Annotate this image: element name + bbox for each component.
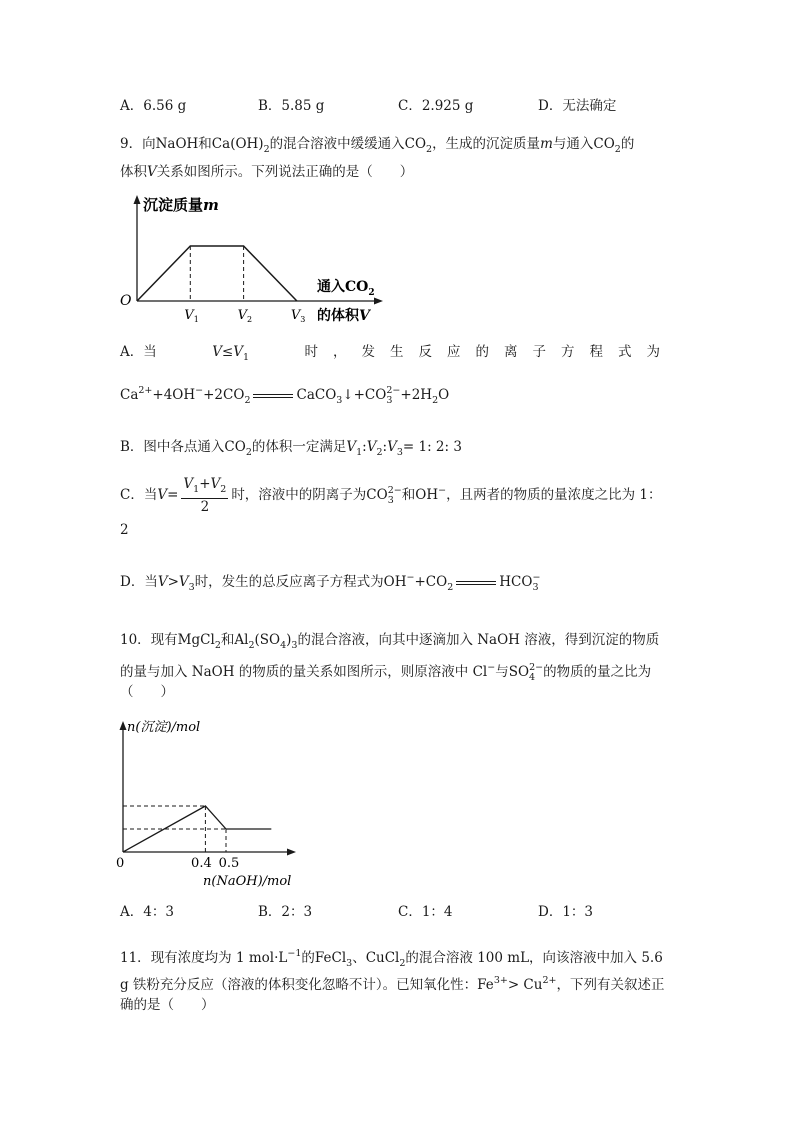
q8-option-c: C．2.925 g [398,98,474,114]
q9-x-axis-label-2: 的体积V [317,308,370,324]
q9-stem-line1: 9．向NaOH和$Ca(OH)_2$的混合溶液中缓缓通入$CO_2$，生成的沉淀质量m与通入$CO_2$的 [120,136,635,155]
q11-number: 11． [120,950,151,966]
q11-stem-line2: g 铁粉充分反应（溶液的体积变化忽略不计）。已知氧化性：$Fe^{3+}> Cu^{2+}$，下列有关叙述正 [120,975,665,993]
q9-tick-v3: $V_3$ [290,308,306,324]
q10-x-axis-label: n(NaOH)/mol [203,874,292,889]
q9-number: 9． [120,136,143,152]
q11-stem-line1: 11．现有浓度均为 1 $mol\cdot L^{-1}$的FeCl$_3$、CuCl$_2$的混合溶液 100 mL，向该溶液中加入 5.6 [120,948,663,969]
q10-option-c: C．1：4 [398,904,453,920]
q10-option-b: B．2：3 [258,904,313,920]
q8-option-b: B．5.85 g [258,98,325,114]
q9-option-a-line1: A．当 $V\le V_1$ 时，发生反应的离子方程式为 [120,344,675,363]
q9-option-c-line2: 2 [120,522,129,538]
q9-origin-label: O [120,293,132,309]
q10-x-arrow-icon [287,849,296,856]
q10-option-d: D．1：3 [538,904,594,920]
q10-stem-line1: 10．现有MgCl$_2$和$Al_2(SO_4)_3$的混合溶液，向其中逐滴加入 NaOH 溶液，得到沉淀的物质 [120,632,660,651]
q10-option-a: A．4：3 [120,904,174,920]
q8-option-d: D．无法确定 [538,98,617,114]
q8-option-a: A．6.56 g [120,98,187,114]
q10-stem-line3: （ ） [120,684,174,700]
q9-option-c-line1: C．当V= $\frac{V_1+V_2}{2}$ 时，溶液中的阴离子为$CO_3^{2-}$和OH−，且两者的物质的量浓度之比为 1： [120,476,662,515]
q9-option-d: D．当$V>V_3$时，发生的总反应离子方程式为$OH^-+CO_2$ $HCO_3^-$ [120,572,541,593]
q9-x-axis-label-1: 通入$CO_2$ [317,279,375,298]
q10-y-arrow-icon [120,721,127,730]
q10-origin-label: 0 [116,856,125,871]
q9-y-arrow-icon [134,195,141,204]
q9-series-line [137,246,297,301]
q9-option-b: B．图中各点通入$CO_2$的体积一定满足$V_1:V_2:V_3= 1$: 2: 3 [120,439,462,458]
q11-stem-line3: 确的是（ ） [120,997,215,1013]
q9-chart [115,193,405,328]
q9-x-arrow-icon [374,298,383,305]
q9-y-axis-label: 沉淀质量m [143,196,219,214]
q10-tick-04: 0.4 [191,856,212,871]
fraction: $\frac{V_1+V_2}{2}$ [183,476,227,515]
q9-tick-v2: $V_2$ [237,308,253,324]
equation-arrow [253,394,293,398]
q10-tick-05: 0.5 [218,856,240,871]
equation-arrow [456,581,496,585]
q9-tick-v1: $V_1$ [184,308,199,324]
q9-option-a-equation: $Ca^{2+}+4OH^-+2CO_2$ $CaCO_3↓+CO_3^{2-}+2H_2O$ [120,385,450,406]
q10-number: 10． [120,632,151,648]
q10-chart [112,714,312,894]
q10-y-axis-label: n(沉淀)/mol [127,720,201,735]
q10-stem-line2: 的量与加入 NaOH 的物质的量关系如图所示，则原溶液中 Cl−与$SO_4^{2-}$的物质的量之比为 [120,662,652,683]
q9-stem-line2: 体积V关系如图所示。下列说法正确的是（ ） [120,164,414,180]
